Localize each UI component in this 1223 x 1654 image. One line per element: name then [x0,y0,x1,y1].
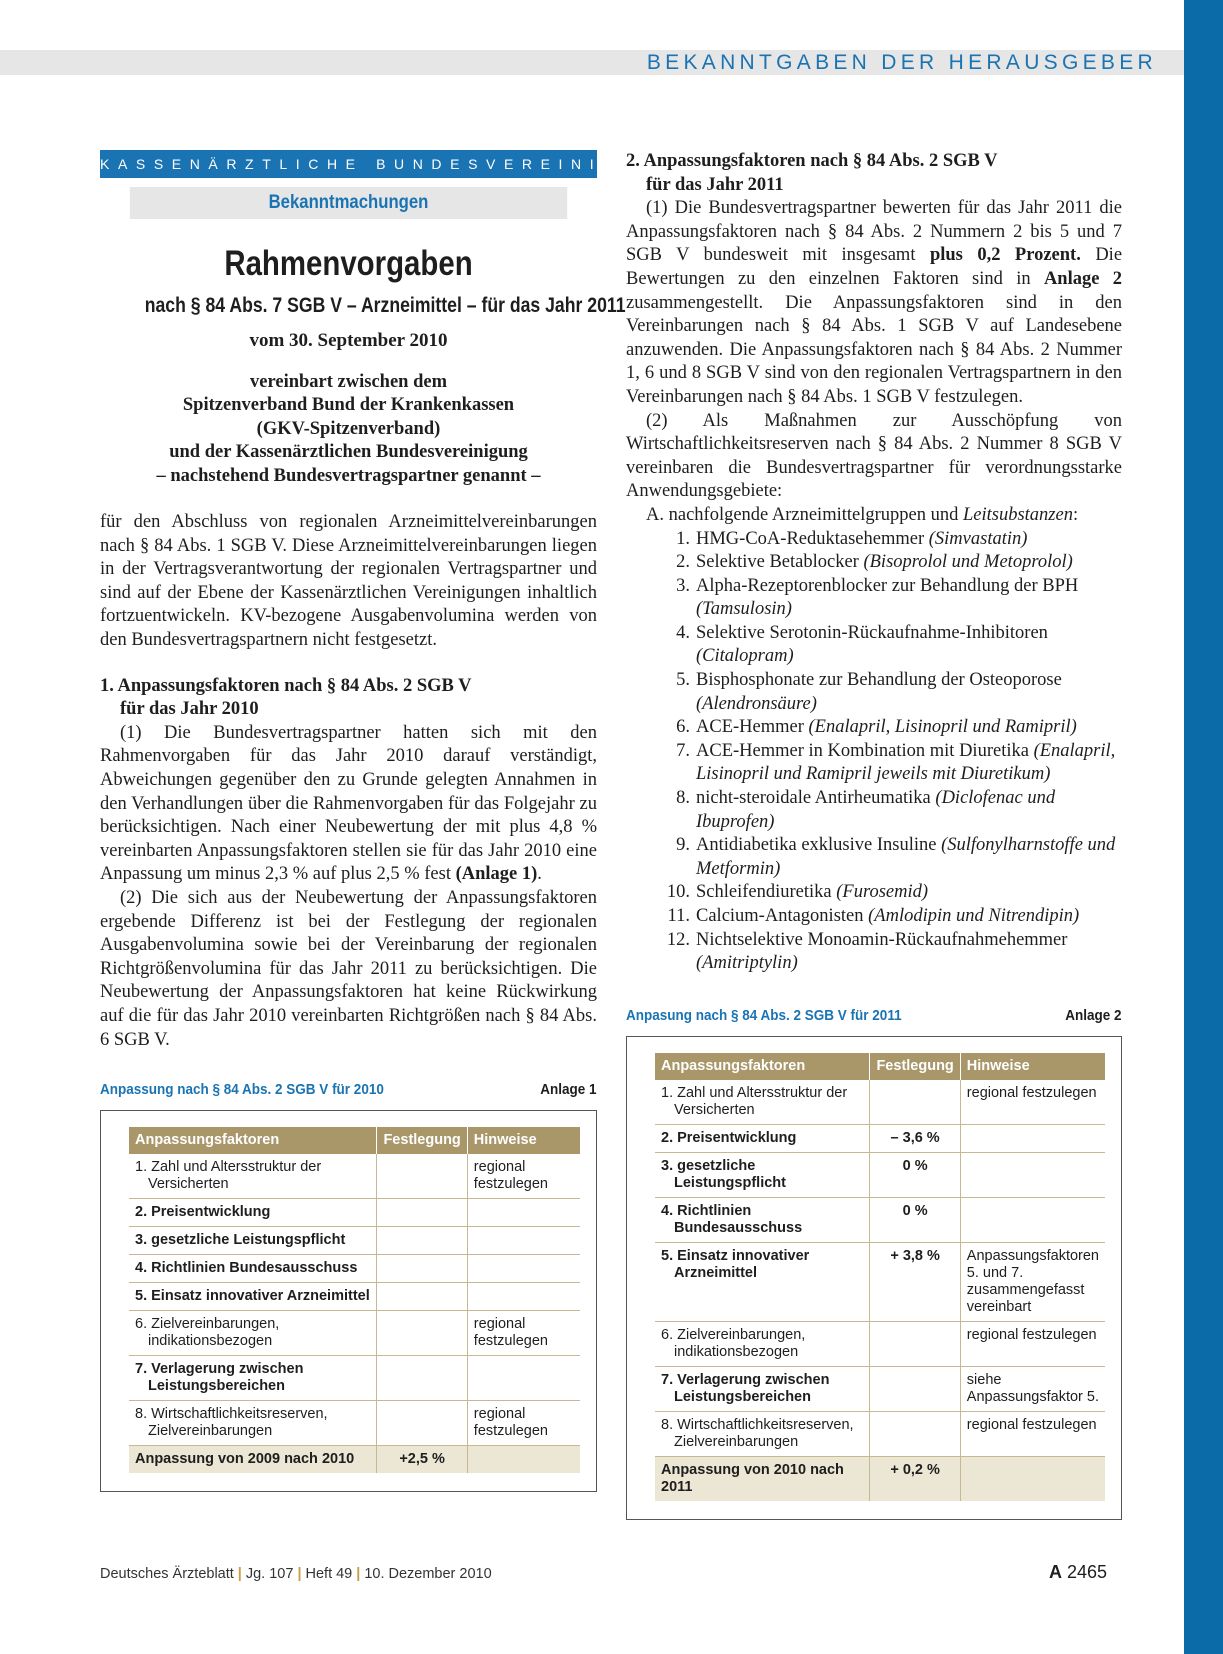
journal-issue: Heft 49 [305,1566,353,1582]
table-row [129,1255,580,1283]
lead-substance: (Amitriptylin) [696,953,798,974]
footer-separator: | [237,1566,242,1582]
annex-1-label: Anlage 1 [540,1081,597,1099]
column-header: Anpassungsfaktoren [655,1053,870,1080]
table-row [129,1199,580,1227]
cell-text: 4. Richtlinien Bundesausschuss [661,1202,803,1236]
drug-group-name: Alpha-Rezeptorenblocker zur Behandlung der BPH [696,575,1079,596]
drug-group-name: Nichtselektive Monoamin-Rückaufnahmehemmer [696,929,1068,950]
table-cell [129,1255,377,1283]
drug-group-list [626,528,1122,976]
side-color-bar [1184,0,1223,1654]
annex-2-title: Anpasung nach § 84 Abs. 2 SGB V für 2011 [626,1006,902,1024]
table-cell [655,1124,870,1152]
parties-line: Spitzenverband Bund der Krankenkassen [182,395,515,416]
table-row [655,1124,1105,1152]
annex-1-heading [100,1080,597,1100]
table-cell [467,1255,580,1283]
lead-substance: (Furosemid) [836,882,929,903]
table-cell [377,1227,467,1255]
document-subtitle: nach § 84 Abs. 7 SGB V – Arzneimittel – für das Jahr 2011 [144,293,626,317]
table-cell [467,1401,580,1446]
table-row [655,1080,1105,1125]
list-item [626,881,1122,905]
section-2-paragraph-2: (2) Als Maßnahmen zur Ausschöpfung von Wirtschaftlichkeitsreserven nach § 84 Abs. 2 Nummer 8 SGB V vereinbaren die Bundesvertragspartner für verordnungsstarke Anwendungsgebiete: [626,410,1122,502]
table-cell [467,1356,580,1401]
table-total-row [655,1456,1105,1501]
section-1-heading-line: 1. Anpassungsfaktoren nach § 84 Abs. 2 SGB V [100,675,472,696]
list-item-text [696,787,1122,834]
lead-substance: (Simvastatin) [928,528,1028,549]
drug-group-name: HMG-CoA-Reduktasehemmer [696,528,925,549]
table-cell [655,1197,870,1242]
annex-1-title: Anpassung nach § 84 Abs. 2 SGB V für 2010 [100,1081,384,1099]
table-cell [960,1197,1105,1242]
paragraph-text: (1) Die Bundesvertragspartner hatten sich mit den Rahmenvorgaben für das Jahr 2010 darauf verständigt, Abweichungen gegenüber den zu Grunde gelegten Annahmen in den Verhandlungen über die Rahmenvorgaben für das Folgejahr zu berücksichtigen. Nach einer Neubewertung der mit plus 4,8 % vereinbarten Anpassungsfaktoren stellen sie für das Jahr 2010 eine Anpassung um minus 2,3 % auf plus 2,5 % fest [100,722,597,885]
organization-band: KASSENÄRZTLICHE BUNDESVEREINIGUNG [100,150,597,178]
list-a-italic: Leitsubstanzen [962,504,1073,525]
table-cell [377,1311,467,1356]
list-item [626,716,1122,740]
table-cell [655,1366,870,1411]
paragraph-text: zusammengestellt. Die Anpassungsfaktoren sind in den Vereinbarungen nach § 84 Abs. 1 SGB V auf Landesebene anzuwenden. Die Anpassungsfaktoren nach § 84 Abs. 2 Nummer 1, 6 und 8 SGB V sind von den regionalen Vertragspartnern in den Vereinbarungen nach § 84 Abs. 1 SGB V festzulegen. [626,292,1122,407]
cell-text: 5. Einsatz innovativer Arzneimittel [661,1247,810,1281]
table-cell [960,1321,1105,1366]
table-cell [129,1283,377,1311]
table-cell [655,1411,870,1456]
table-cell [377,1154,467,1199]
annex-1-table [129,1127,580,1473]
drug-group-name: Bisphosphonate zur Behandlung der Osteoporose [696,670,1062,691]
table-cell: + 0,2 % [870,1456,960,1501]
drug-group-name: Calcium-Antagonisten [696,906,864,926]
table-cell: +2,5 % [377,1446,467,1474]
intro-paragraph: für den Abschluss von regionalen Arzneimittelvereinbarungen nach § 84 Abs. 1 SGB V. Diese Arzneimittelvereinbarungen liegen in der Vertragsverantwortung der regionalen Vertragspartner und sind auf der Ebene der Kassenärztlichen Vereinigungen inhaltlich fortzuentwickeln. KV-bezogene Ausgabenvolumina werden von den Bundesvertragspartnern nicht festgesetzt. [100,512,597,650]
section-2-paragraph-1 [626,197,1122,409]
table-cell [655,1152,870,1197]
cell-text: siehe Anpassungsfaktor 5. [966,1371,1099,1405]
list-item-text [696,622,1122,669]
footer-separator: | [356,1566,361,1582]
drug-group-name: Selektive Serotonin-Rückaufnahme-Inhibitoren [696,622,1048,643]
cell-text: regional festzulegen [966,1326,1097,1343]
table-cell [129,1401,377,1446]
section-1-heading-line: für das Jahr 2010 [120,699,259,720]
table-cell [377,1283,467,1311]
right-column [626,150,1122,1520]
journal-volume: Jg. 107 [245,1566,294,1582]
section-2-heading-line: 2. Anpassungsfaktoren nach § 84 Abs. 2 SGB V [626,151,998,171]
list-item-number: 11. [667,906,690,926]
column-header: Anpassungsfaktoren [129,1127,377,1154]
lead-substance: (Amlodipin und Nitrendipin) [868,906,1080,926]
table-cell [467,1283,580,1311]
lead-substance: (Enalapril, Lisinopril und Ramipril jeweils mit Diuretikum) [696,740,1116,785]
table-row [129,1356,580,1401]
cell-text: regional festzulegen [966,1084,1097,1101]
annex-reference: Anlage 2 [1043,268,1123,289]
journal-name: Deutsches Ärzteblatt [100,1566,234,1582]
table-cell [129,1356,377,1401]
cell-text: 0 % [902,1157,928,1174]
drug-group-name: Schleifendiuretika [696,882,832,903]
list-item-number: 7. [676,740,690,761]
table-total-row [129,1446,580,1474]
table-cell [870,1321,960,1366]
list-a-text: A. nachfolgende Arzneimittelgruppen und [646,504,959,525]
list-item-text [696,669,1122,716]
table-cell [467,1446,580,1474]
drug-group-name: Selektive Betablocker [696,552,859,573]
table-cell [377,1199,467,1227]
paragraph-text: Die Bewertungen zu den einzelnen Faktoren sind in [626,245,1123,289]
table-row [129,1401,580,1446]
table-cell [377,1356,467,1401]
list-item-number: 12. [666,929,690,950]
cell-text: 3. gesetzliche Leistungspflicht [661,1157,786,1191]
table-header-row [655,1053,1105,1080]
table-cell [655,1080,870,1125]
list-item [626,929,1122,976]
list-item-text [696,905,1122,929]
annex-reference: (Anlage 1) [455,864,538,885]
document-title: Rahmenvorgaben [224,244,473,283]
page-prefix: A [1048,1562,1062,1582]
list-item-number: 1. [676,528,690,549]
cell-text: regional festzulegen [966,1416,1097,1433]
drug-group-name: ACE-Hemmer [696,717,804,738]
table-row [129,1154,580,1199]
lead-substance: (Diclofenac und Ibuprofen) [696,788,1056,832]
table-cell [129,1311,377,1356]
table-cell [467,1154,580,1199]
list-item [626,622,1122,669]
table-cell [960,1456,1105,1501]
list-item [626,528,1122,552]
paragraph-text: (1) Die Bundesvertragspartner bewerten für das Jahr 2011 die Anpassungsfaktoren nach § 84 Abs. 2 Nummern 2 bis 5 und 7 SGB V bundesweit mit insgesamt [626,198,1122,266]
table-row [129,1311,580,1356]
table-cell [870,1197,960,1242]
table-cell [870,1080,960,1125]
table-cell [129,1227,377,1255]
table-cell [870,1411,960,1456]
table-cell [960,1152,1105,1197]
parties-line: – nachstehend Bundesvertragspartner genannt – [156,465,541,486]
column-header: Hinweise [960,1053,1105,1080]
table-cell [960,1411,1105,1456]
cell-text: 7. Verlagerung zwischen Leistungsbereichen [135,1361,304,1395]
list-a-colon: : [1072,504,1079,525]
annex-2-table [655,1053,1105,1501]
section-1-paragraph-2: (2) Die sich aus der Neubewertung der Anpassungsfaktoren ergebende Differenz ist bei der Festlegung der regionalen Ausgabenvolumina sowie bei der Vereinbarung der regionalen Richtgrößenvolumina für das Jahr 2011 zu berücksichtigen. Die Neubewertung der Anpassungsfaktoren hat keine Rückwirkung auf die für das Jahr 2010 vereinbarten Richtgrößen nach § 84 Abs. 6 SGB V. [100,887,597,1050]
annex-1-box [100,1110,597,1492]
section-1-heading [100,675,597,722]
table-row [655,1366,1105,1411]
lead-substance: (Tamsulosin) [696,599,792,620]
drug-group-name: nicht-steroidale Antirheumatika [696,788,931,809]
left-column [100,150,679,1492]
column-header: Hinweise [467,1127,580,1154]
table-cell [467,1199,580,1227]
list-item-text [696,551,1122,575]
parties-line: (GKV-Spitzenverband) [256,418,441,439]
cell-text: 5. Einsatz innovativer Arzneimittel [135,1288,370,1305]
emphasis-text: plus 0,2 Prozent. [929,245,1081,266]
cell-text: Anpassungsfaktoren 5. und 7. zusammengefasst vereinbart [966,1247,1099,1315]
list-item-text [696,528,1122,552]
table-cell [960,1080,1105,1125]
table-row [655,1152,1105,1197]
list-item [626,551,1122,575]
cell-text: 2. Preisentwicklung [135,1204,271,1221]
table-cell [377,1255,467,1283]
cell-text: 4. Richtlinien Bundesausschuss [135,1260,358,1277]
announcements-band: Bekanntmachungen [130,187,567,219]
list-item-number: 4. [676,622,690,643]
list-item-number: 8. [676,788,690,809]
cell-text: 7. Verlagerung zwischen Leistungsbereichen [661,1371,830,1405]
table-cell [870,1152,960,1197]
table-cell [655,1242,870,1321]
cell-text: regional festzulegen [473,1159,548,1193]
footer-separator: | [297,1566,302,1582]
annex-2-label: Anlage 2 [1065,1006,1122,1024]
list-item-number: 6. [676,717,690,738]
page-number [1049,1562,1107,1583]
list-item-text [696,575,1122,622]
table-row [655,1411,1105,1456]
section-2-body [626,197,1122,504]
annex-2-box [626,1036,1122,1520]
list-item-text [696,834,1122,881]
table-cell [467,1311,580,1356]
drug-group-name: ACE-Hemmer in Kombination mit Diuretika [696,740,1029,761]
list-item-number: 5. [676,670,690,691]
cell-text: 0 % [902,1202,928,1219]
cell-text: 1. Zahl und Altersstruktur der Versicherten [135,1159,322,1193]
table-cell [960,1366,1105,1411]
list-item [626,834,1122,881]
cell-text: 1. Zahl und Altersstruktur der Versicherten [661,1084,848,1118]
section-header-title: BEKANNTGABEN DER HERAUSGEBER [646,51,1157,74]
cell-text: 8. Wirtschaftlichkeitsreserven, Zielvereinbarungen [661,1416,854,1450]
lead-substance: (Bisoprolol und Metoprolol) [863,552,1073,573]
table-row [129,1283,580,1311]
list-item-text [696,929,1122,976]
table-cell: Anpassung von 2010 nach 2011 [655,1456,870,1501]
table-header-row [129,1127,580,1154]
section-2-heading [626,150,1122,197]
table-cell [870,1366,960,1411]
lead-substance: (Sulfonylharnstoffe und Metformin) [696,835,1116,879]
cell-text: 2. Preisentwicklung [661,1129,797,1146]
table-row [655,1321,1105,1366]
table-cell [655,1321,870,1366]
cell-text: – 3,6 % [890,1129,940,1146]
parties-block [100,371,597,488]
drug-group-name: Antidiabetika exklusive Insuline [696,835,937,856]
annex-2-heading [626,1006,1122,1026]
cell-text: 8. Wirtschaftlichkeitsreserven, Zielvereinbarungen [135,1406,328,1440]
cell-text: 6. Zielvereinbarungen, indikationsbezogen [661,1326,806,1360]
list-item [626,740,1122,787]
cell-text: + 3,8 % [890,1247,940,1264]
table-cell [960,1242,1105,1321]
table-cell [870,1242,960,1321]
lead-substance: (Citalopram) [696,646,794,667]
list-item [626,787,1122,834]
table-row [655,1197,1105,1242]
table-cell [960,1124,1105,1152]
column-header: Festlegung [870,1053,960,1080]
list-item-text [696,881,1122,905]
journal-date: 10. Dezember 2010 [364,1566,492,1582]
section-2-heading-line: für das Jahr 2011 [646,174,784,195]
section-1-paragraph-1 [100,722,597,887]
parties-line: vereinbart zwischen dem [250,372,447,392]
page-number-value: 2465 [1066,1562,1107,1582]
table-row [129,1227,580,1255]
cell-text: regional festzulegen [473,1406,548,1440]
lead-substance: (Enalapril, Lisinopril und Ramipril) [808,717,1077,738]
table-cell [129,1199,377,1227]
list-item-number: 9. [676,835,690,856]
parties-line: und der Kassenärztlichen Bundesvereinigung [169,442,528,463]
cell-text: regional festzulegen [473,1316,548,1350]
table-cell [467,1227,580,1255]
list-item-text [696,740,1122,787]
cell-text: 3. gesetzliche Leistungspflicht [135,1232,346,1249]
list-item-text [696,716,1122,740]
column-header: Festlegung [377,1127,467,1154]
table-row [655,1242,1105,1321]
list-item-number: 3. [676,575,690,596]
list-item [626,575,1122,622]
list-a-heading [626,504,1122,528]
section-1-body [100,722,597,1052]
list-item [626,905,1122,929]
table-cell [870,1124,960,1152]
paragraph-text: . [537,864,542,885]
list-item-number: 2. [676,552,690,573]
cell-text: 6. Zielvereinbarungen, indikationsbezogen [135,1316,280,1350]
table-cell [377,1401,467,1446]
list-item [626,669,1122,716]
document-date: vom 30. September 2010 [249,330,448,351]
page-footer [100,1566,492,1582]
table-cell: Anpassung von 2009 nach 2010 [129,1446,377,1474]
lead-substance: (Alendronsäure) [696,693,817,714]
list-item-number: 10. [666,882,690,903]
table-cell [129,1154,377,1199]
